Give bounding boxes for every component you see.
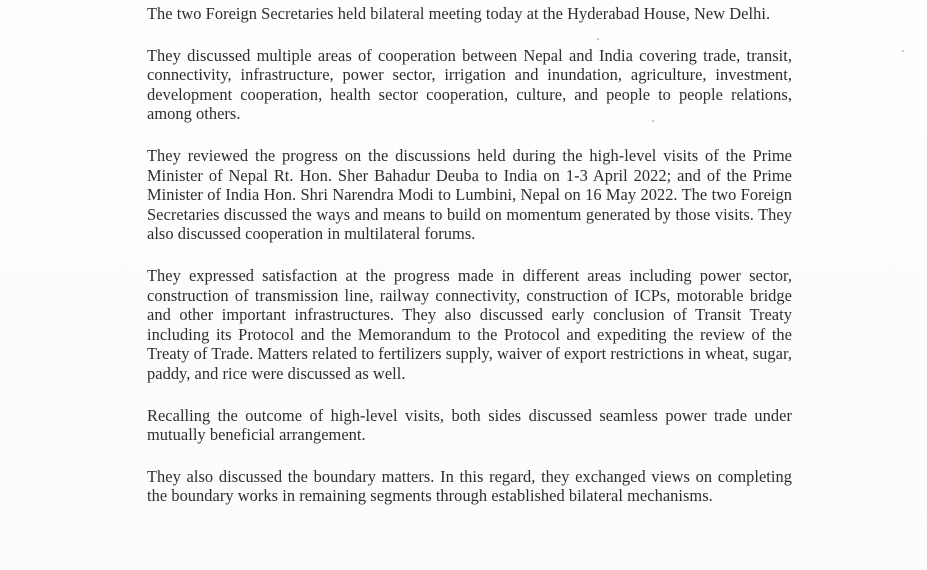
scan-speck [652,120,654,122]
scan-speck [902,50,904,52]
document-body [147,4,792,506]
paragraph-areas-of-cooperation: They discussed multiple areas of cooperation between Nepal and India covering trade, transit, connectivity, infrastructure, power sector, irrigation and inundation, agriculture, investment, development cooperation, health sector cooperation, culture, and people to people relations, among others. [147,45,792,124]
scan-speck [597,38,599,40]
paragraph-progress: They expressed satisfaction at the progress made in different areas including power sector, construction of transmission line, railway connectivity, construction of ICPs, motorable bridge and other important infrastructures. They also discussed early conclusion of Transit Treaty including its Protocol and the Memorandum to the Protocol and expediting the review of the Treaty of Trade. Matters related to fertilizers supply, waiver of export restrictions in wheat, sugar, paddy, and rice were discussed as well. [147,265,792,383]
paragraph-meeting: The two Foreign Secretaries held bilateral meeting today at the Hyderabad House, New Delhi. [147,4,771,23]
paragraph-power-trade: Recalling the outcome of high-level visits, both sides discussed seamless power trade under mutually beneficial arrangement. [147,405,792,445]
paragraph-boundary: They also discussed the boundary matters. In this regard, they exchanged views on completing the boundary works in remaining segments through established bilateral mechanisms. [147,466,792,506]
paragraph-high-level-visits: They reviewed the progress on the discussions held during the high-level visits of the Prime Minister of Nepal Rt. Hon. Sher Bahadur Deuba to India on 1-3 April 2022; and of the Prime Minister of India Hon. Shri Narendra Modi to Lumbini, Nepal on 16 May 2022. The two Foreign Secretaries discussed the ways and means to build on momentum generated by those visits. They also discussed cooperation in multilateral forums. [147,145,792,244]
